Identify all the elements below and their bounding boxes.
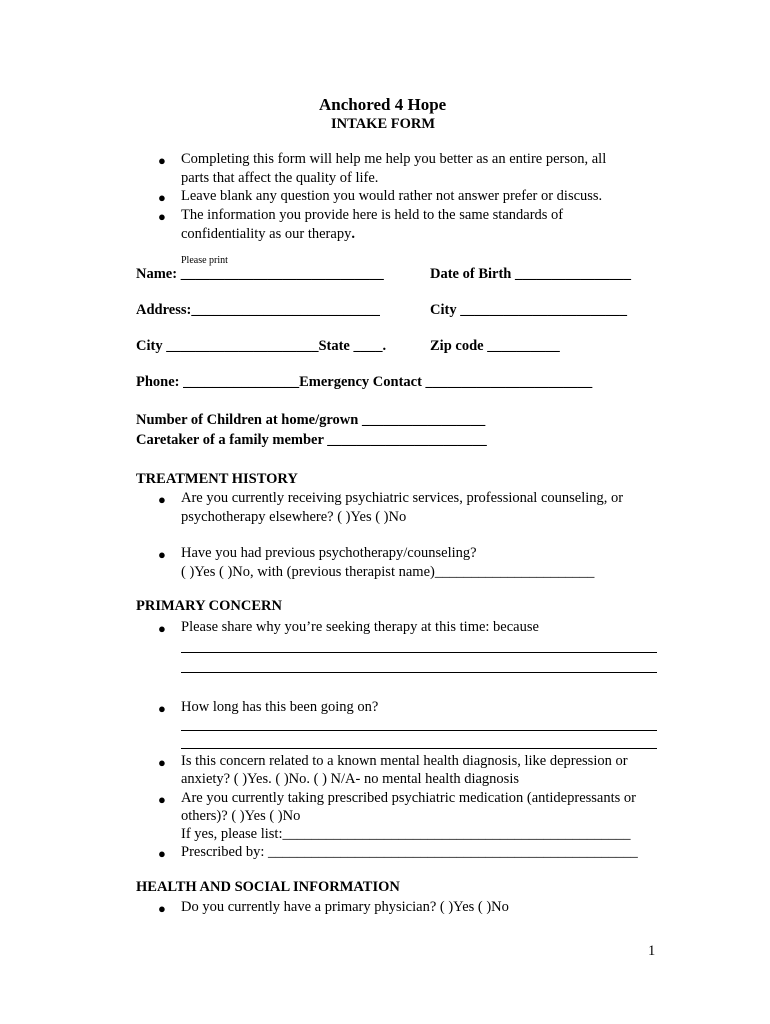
city-field[interactable]: City _______________________ — [430, 302, 627, 318]
intro-line: Completing this form will help me help you better as an entire person, all — [181, 151, 607, 167]
concern-heading: PRIMARY CONCERN — [136, 598, 282, 614]
bullet-icon: ● — [158, 792, 166, 807]
bullet-icon: ● — [158, 846, 166, 861]
prescribed-by-field[interactable]: Prescribed by: ___________________________________________________ — [181, 844, 638, 860]
treatment-heading: TREATMENT HISTORY — [136, 471, 298, 487]
phone-emergency-field[interactable]: Phone: ________________Emergency Contact _______________________ — [136, 374, 593, 390]
intro-line: Leave blank any question you would rather not answer prefer or discuss. — [181, 188, 603, 204]
answer-line[interactable] — [181, 652, 657, 653]
form-title: Anchored 4 Hope — [319, 95, 447, 114]
city-state-field[interactable]: City _____________________State ____. — [136, 338, 387, 354]
form-subtitle: INTAKE FORM — [331, 116, 436, 132]
intro-line: confidentiality as our therapy. — [181, 226, 355, 242]
intro-line: The information you provide here is held to the same standards of — [181, 207, 564, 223]
please-print-note: Please print — [181, 255, 228, 266]
bullet-icon: ● — [158, 701, 166, 716]
yes-no-options[interactable]: anxiety? ( )Yes. ( )No. ( ) N/A- no mental health diagnosis — [181, 771, 519, 787]
yes-no-options[interactable]: psychotherapy elsewhere? ( )Yes ( )No — [181, 509, 407, 525]
page-number: 1 — [648, 943, 656, 959]
bullet-icon: ● — [158, 209, 166, 224]
question-text: Have you had previous psychotherapy/counseling? — [181, 545, 477, 561]
bullet-icon: ● — [158, 153, 166, 168]
address-field[interactable]: Address:__________________________ — [136, 302, 380, 318]
question-text: How long has this been going on? — [181, 699, 379, 715]
yes-no-options[interactable]: ( )Yes ( )No, with (previous therapist name)______________________ — [181, 564, 595, 580]
zip-field[interactable]: Zip code __________ — [430, 338, 560, 354]
bullet-icon: ● — [158, 621, 166, 636]
bullet-icon: ● — [158, 547, 166, 562]
caretaker-field[interactable]: Caretaker of a family member ______________________ — [136, 432, 487, 448]
health-heading: HEALTH AND SOCIAL INFORMATION — [136, 879, 400, 895]
answer-line[interactable] — [181, 672, 657, 673]
intro-line: parts that affect the quality of life. — [181, 170, 379, 186]
name-field[interactable]: Name: ____________________________ — [136, 266, 384, 282]
question-text: Is this concern related to a known mental health diagnosis, like depression or — [181, 753, 628, 769]
yes-no-options[interactable]: others)? ( )Yes ( )No — [181, 808, 301, 824]
medication-list-field[interactable]: If yes, please list:________________________________________________ — [181, 826, 631, 842]
dob-field[interactable]: Date of Birth ________________ — [430, 266, 631, 282]
bullet-icon: ● — [158, 492, 166, 507]
bullet-icon: ● — [158, 190, 166, 205]
yes-no-options[interactable]: Do you currently have a primary physician? ( )Yes ( )No — [181, 899, 509, 915]
answer-line[interactable] — [181, 730, 657, 731]
question-text: Are you currently taking prescribed psychiatric medication (antidepressants or — [181, 790, 636, 806]
answer-line[interactable] — [181, 748, 657, 749]
question-text: Please share why you’re seeking therapy at this time: because — [181, 619, 539, 635]
bullet-icon: ● — [158, 755, 166, 770]
children-field[interactable]: Number of Children at home/grown _________________ — [136, 412, 486, 428]
bullet-icon: ● — [158, 901, 166, 916]
question-text: Are you currently receiving psychiatric services, professional counseling, or — [181, 490, 624, 506]
